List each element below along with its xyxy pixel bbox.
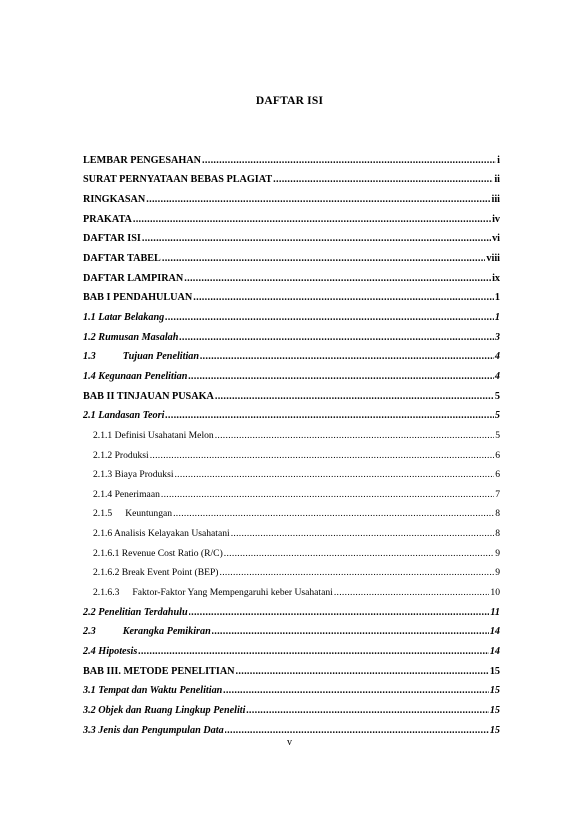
toc-entry-label <box>83 194 145 206</box>
toc-entry-label <box>93 450 149 462</box>
toc-entry-page: 15 <box>489 705 500 717</box>
dot-leader <box>150 450 495 462</box>
toc-entry-label <box>83 351 199 363</box>
dot-leader <box>161 489 494 501</box>
toc-entry-label <box>83 312 164 324</box>
toc-entry-label <box>83 273 183 285</box>
toc-entry <box>83 560 500 580</box>
toc-entry <box>83 599 500 619</box>
toc-entry-text: BAB I PENDAHULUAN <box>83 292 193 304</box>
toc-entry-page: 1 <box>494 292 500 304</box>
toc-entry-text: 2.1.6.2 Break Event Point (BEP) <box>93 567 219 579</box>
toc-entry <box>83 520 500 540</box>
toc-entry-page: ix <box>492 272 500 284</box>
toc-entry-label <box>83 646 137 658</box>
dot-leader <box>212 626 489 638</box>
dot-leader <box>138 646 488 658</box>
toc-entry <box>83 579 500 599</box>
toc-entry-text: 2.4 Hipotesis <box>83 646 138 658</box>
toc-entry-text: Faktor-Faktor Yang Mempengaruhi keber Usahatani <box>132 587 333 599</box>
dot-leader <box>223 685 488 697</box>
toc-entry-label <box>83 705 245 717</box>
dot-leader <box>224 548 494 560</box>
toc-entry-text: RINGKASAN <box>83 193 146 205</box>
toc-entry-page: 5 <box>495 429 500 441</box>
toc-entry-page: 7 <box>495 488 500 500</box>
toc-entry <box>83 285 500 305</box>
toc-entry <box>83 363 500 383</box>
toc-entry <box>83 167 500 187</box>
toc-entry <box>83 147 500 167</box>
toc-entry <box>83 638 500 658</box>
dot-leader <box>193 292 494 304</box>
toc-entry <box>83 383 500 403</box>
toc-entry-label <box>83 391 214 403</box>
toc-entry-page: 15 <box>489 724 500 736</box>
toc-entry-label <box>93 567 219 579</box>
toc-entry <box>83 304 500 324</box>
toc-entry-label <box>93 489 160 501</box>
toc-entry-text: DAFTAR LAMPIRAN <box>83 272 184 284</box>
dot-leader <box>189 607 490 619</box>
toc-entry-label <box>93 587 333 599</box>
toc-entry-text: BAB II TINJAUAN PUSAKA <box>83 390 214 402</box>
toc-entry-text: 1.2 Rumusan Masalah <box>83 331 179 343</box>
toc-entry-text: DAFTAR TABEL <box>83 252 161 264</box>
toc-entry-page: 3 <box>494 331 500 343</box>
toc-entry-page: 15 <box>489 685 500 697</box>
toc-entry-text: 3.1 Tempat dan Waktu Penelitian <box>83 685 223 697</box>
dot-leader <box>246 705 488 717</box>
toc-entry-page: iv <box>492 213 500 225</box>
toc-entry <box>83 442 500 462</box>
toc-entry-label <box>83 233 141 245</box>
toc-entry-label <box>93 508 172 520</box>
dot-leader <box>231 528 495 540</box>
toc-entry <box>83 462 500 482</box>
toc-entry-number: 2.1.6.3 <box>93 587 120 599</box>
toc-entry-page: 14 <box>489 626 500 638</box>
toc-entry-text: 2.2 Penelitian Terdahulu <box>83 606 188 618</box>
toc-entry-page: 15 <box>489 665 500 677</box>
toc-entry-label <box>83 253 161 265</box>
toc-entry-text: PRAKATA <box>83 213 132 225</box>
toc-entry-text: DAFTAR ISI <box>83 233 141 245</box>
toc-entry-page: ii <box>494 174 500 186</box>
toc-entry-number: 2.3 <box>83 626 96 638</box>
dot-leader <box>202 155 496 167</box>
toc-entry-text: 2.1.2 Produksi <box>93 449 149 461</box>
toc-entry-text: 2.1.3 Biaya Produksi <box>93 469 174 481</box>
dot-leader <box>165 410 493 422</box>
dot-leader <box>215 430 495 442</box>
dot-leader <box>220 567 495 579</box>
toc-entry <box>83 324 500 344</box>
toc-entry-text: 3.2 Objek dan Ruang Lingkup Peneliti <box>83 705 246 717</box>
toc-entry-page: 11 <box>490 606 500 618</box>
toc-entry-label <box>83 155 201 167</box>
toc-entry <box>83 422 500 442</box>
toc-entry <box>83 717 500 737</box>
toc-entry-page: viii <box>486 252 500 264</box>
toc-entry-page: 9 <box>495 567 500 579</box>
toc-entry-page: 8 <box>495 528 500 540</box>
dot-leader <box>273 174 493 186</box>
toc-entry-text: 2.1.4 Penerimaan <box>93 488 160 500</box>
toc-entry <box>83 226 500 246</box>
dot-leader <box>165 312 494 324</box>
toc-entry-label <box>83 666 235 678</box>
toc-entry-page: 8 <box>495 508 500 520</box>
toc-entry-label <box>83 410 164 422</box>
toc-entry-page: i <box>497 154 500 166</box>
dot-leader <box>146 194 490 206</box>
toc-entry <box>83 481 500 501</box>
toc-entry-page: 9 <box>495 547 500 559</box>
toc-entry <box>83 344 500 364</box>
toc-entry-page: 10 <box>490 587 500 599</box>
toc-entry-text: Kerangka Pemikiran <box>122 626 211 638</box>
dot-leader <box>184 273 491 285</box>
dot-leader <box>200 351 494 363</box>
dot-leader <box>236 666 489 678</box>
toc-entry <box>83 678 500 698</box>
toc-entry-label <box>83 626 211 638</box>
toc-entry-text: BAB III. METODE PENELITIAN <box>83 665 235 677</box>
toc-entry <box>83 501 500 521</box>
toc-entry-label <box>83 332 178 344</box>
toc-entry-text: 2.1 Landasan Teori <box>83 410 165 422</box>
toc-entry-text: 2.1.6.1 Revenue Cost Ratio (R/C) <box>93 547 223 559</box>
toc-entry-label <box>83 685 222 697</box>
toc-entry <box>83 619 500 639</box>
toc-entry-number: 1.3 <box>83 351 96 363</box>
dot-leader <box>162 253 486 265</box>
toc-entry-text: Keuntungan <box>125 508 173 520</box>
toc-entry-page: 1 <box>494 311 500 323</box>
dot-leader <box>174 469 494 481</box>
toc-entry-label <box>83 292 192 304</box>
toc-entry-text: 1.4 Kegunaan Penelitian <box>83 370 188 382</box>
toc-entry-label <box>83 214 132 226</box>
toc-entry <box>83 658 500 678</box>
toc-entry <box>83 186 500 206</box>
toc-entry <box>83 540 500 560</box>
toc-entry <box>83 206 500 226</box>
dot-leader <box>225 725 489 737</box>
toc-entry-text: SURAT PERNYATAAN BEBAS PLAGIAT <box>83 174 273 186</box>
toc-entry-label <box>83 371 187 383</box>
toc-entry-page: 4 <box>494 370 500 382</box>
toc-entry-text: 1.1 Latar Belakang <box>83 311 165 323</box>
toc-entry-label <box>93 548 223 560</box>
toc-entry-number: 2.1.5 <box>93 508 113 520</box>
toc-entry-page: 14 <box>489 646 500 658</box>
toc-entry-page: 5 <box>494 390 500 402</box>
toc-entry-label <box>83 174 272 186</box>
table-of-contents <box>83 147 500 737</box>
toc-entry-label <box>83 607 188 619</box>
toc-entry-text: 3.3 Jenis dan Pengumpulan Data <box>83 724 224 736</box>
dot-leader <box>215 391 494 403</box>
toc-entry <box>83 245 500 265</box>
toc-entry-text: 2.1.1 Definisi Usahatani Melon <box>93 429 214 441</box>
toc-entry-page: iii <box>491 193 500 205</box>
dot-leader <box>133 214 491 226</box>
toc-entry-label <box>93 430 214 442</box>
toc-entry-page: vi <box>492 233 500 245</box>
toc-entry-text: 2.1.6 Analisis Kelayakan Usahatani <box>93 528 230 540</box>
dot-leader <box>142 233 491 245</box>
toc-entry-page: 5 <box>494 410 500 422</box>
toc-entry-page: 6 <box>495 449 500 461</box>
dot-leader <box>334 587 490 599</box>
toc-entry-text: LEMBAR PENGESAHAN <box>83 154 202 166</box>
page-title: DAFTAR ISI <box>255 95 324 107</box>
toc-entry-page: 4 <box>494 351 500 363</box>
toc-entry <box>83 697 500 717</box>
toc-entry-page: 6 <box>495 469 500 481</box>
toc-entry <box>83 265 500 285</box>
toc-entry-label <box>83 725 224 737</box>
dot-leader <box>179 332 494 344</box>
toc-entry-text: Tujuan Penelitian <box>122 351 200 363</box>
page-number: v <box>287 737 292 748</box>
dot-leader <box>173 508 494 520</box>
dot-leader <box>188 371 493 383</box>
toc-entry-label <box>93 528 230 540</box>
toc-entry <box>83 403 500 423</box>
toc-entry-label <box>93 469 173 481</box>
